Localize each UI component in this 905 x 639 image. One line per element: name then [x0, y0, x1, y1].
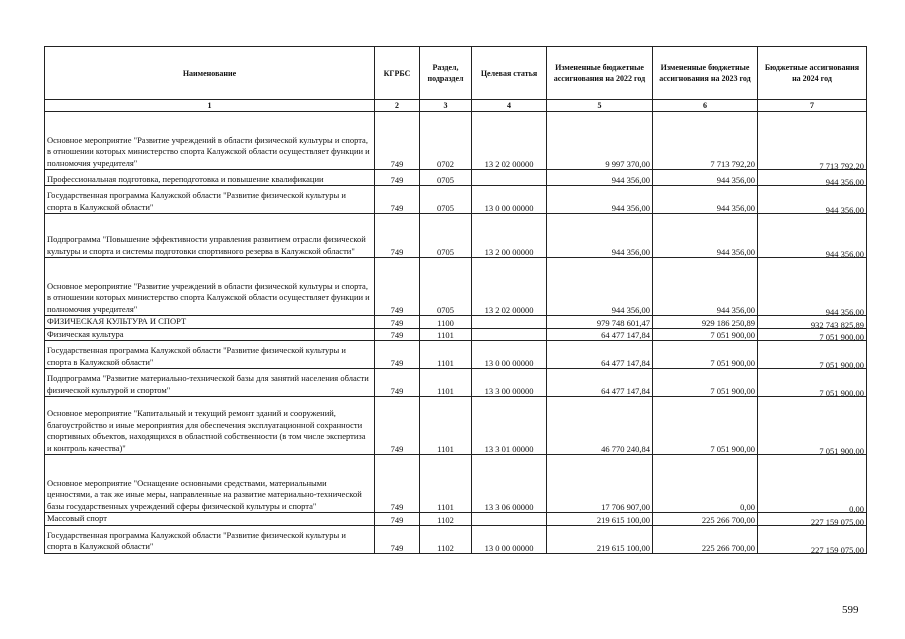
row-amount-2022: 944 356,00 [547, 170, 653, 186]
row-amount-2024: 7 051 900,00 [758, 328, 867, 341]
row-name: Подпрограмма "Повышение эффективности управления развитием отрасли физической культуры и спорта и системы подготовки спортивного резерва в Калужской области" [45, 214, 375, 258]
row-name: Основное мероприятие "Капитальный и текущий ремонт зданий и сооружений, благоустройство и иные мероприятия для обеспечения эксплуатационной сохранности спортивных объектов, находящихся в областной собственности (в том числе экспертиза и контроль качества)" [45, 397, 375, 455]
row-amount-2024: 7 051 900,00 [758, 369, 867, 397]
table-row [45, 170, 867, 186]
row-section: 1101 [420, 397, 472, 455]
header-target: Целевая статья [472, 47, 547, 100]
row-section: 0702 [420, 112, 472, 170]
row-kgrbs: 749 [375, 258, 420, 316]
row-target [472, 316, 547, 329]
row-amount-2023: 944 356,00 [653, 170, 758, 186]
row-kgrbs: 749 [375, 214, 420, 258]
row-target: 13 0 00 00000 [472, 341, 547, 369]
row-name: ФИЗИЧЕСКАЯ КУЛЬТУРА И СПОРТ [45, 316, 375, 329]
row-target [472, 513, 547, 526]
row-target: 13 3 01 00000 [472, 397, 547, 455]
table-row [45, 455, 867, 513]
row-amount-2022: 17 706 907,00 [547, 455, 653, 513]
row-amount-2022: 219 615 100,00 [547, 513, 653, 526]
row-amount-2024: 944 356,00 [758, 186, 867, 214]
row-target [472, 170, 547, 186]
row-amount-2023: 944 356,00 [653, 186, 758, 214]
row-target: 13 3 06 00000 [472, 455, 547, 513]
row-kgrbs: 749 [375, 369, 420, 397]
header-2024: Бюджетные ассигнования на 2024 год [758, 47, 867, 100]
table-row [45, 525, 867, 553]
table-row [45, 397, 867, 455]
row-kgrbs: 749 [375, 186, 420, 214]
table-row [45, 341, 867, 369]
row-amount-2023: 7 713 792,20 [653, 112, 758, 170]
table-row [45, 369, 867, 397]
row-amount-2023: 225 266 700,00 [653, 513, 758, 526]
row-amount-2023: 7 051 900,00 [653, 369, 758, 397]
table-row [45, 258, 867, 316]
row-amount-2024: 932 743 825,89 [758, 316, 867, 329]
row-amount-2022: 979 748 601,47 [547, 316, 653, 329]
row-amount-2023: 944 356,00 [653, 258, 758, 316]
header-kgrbs: КГРБС [375, 47, 420, 100]
row-name: Основное мероприятие "Развитие учреждений в области физической культуры и спорта, в отношении которых министерство спорта Калужской области осуществляет функции и полномочия учредителя" [45, 258, 375, 316]
row-amount-2024: 944 356,00 [758, 258, 867, 316]
header-2023: Измененные бюджетные ассигнования на 2023 год [653, 47, 758, 100]
row-amount-2024: 7 051 900,00 [758, 397, 867, 455]
table-row [45, 316, 867, 329]
row-target: 13 2 02 00000 [472, 112, 547, 170]
table-body [45, 112, 867, 554]
page-number: 599 [842, 604, 859, 616]
column-number: 7 [758, 100, 867, 112]
column-number: 2 [375, 100, 420, 112]
column-number: 6 [653, 100, 758, 112]
header-name: Наименование [45, 47, 375, 100]
row-target: 13 2 02 00000 [472, 258, 547, 316]
row-amount-2024: 227 159 075,00 [758, 513, 867, 526]
row-amount-2023: 7 051 900,00 [653, 328, 758, 341]
row-amount-2024: 7 051 900,00 [758, 341, 867, 369]
row-kgrbs: 749 [375, 316, 420, 329]
row-kgrbs: 749 [375, 455, 420, 513]
row-kgrbs: 749 [375, 397, 420, 455]
row-amount-2023: 225 266 700,00 [653, 525, 758, 553]
budget-table [44, 46, 867, 554]
row-kgrbs: 749 [375, 525, 420, 553]
row-kgrbs: 749 [375, 341, 420, 369]
row-amount-2023: 0,00 [653, 455, 758, 513]
row-amount-2023: 7 051 900,00 [653, 397, 758, 455]
row-section: 1100 [420, 316, 472, 329]
column-number: 4 [472, 100, 547, 112]
row-kgrbs: 749 [375, 112, 420, 170]
row-kgrbs: 749 [375, 328, 420, 341]
row-amount-2024: 7 713 792,20 [758, 112, 867, 170]
row-amount-2024: 944 356,00 [758, 214, 867, 258]
row-name: Массовый спорт [45, 513, 375, 526]
row-amount-2024: 227 159 075,00 [758, 525, 867, 553]
row-target: 13 3 00 00000 [472, 369, 547, 397]
column-number-row [45, 100, 867, 112]
row-amount-2023: 929 186 250,89 [653, 316, 758, 329]
row-name: Государственная программа Калужской области "Развитие физической культуры и спорта в Калужской области" [45, 341, 375, 369]
row-amount-2022: 64 477 147,84 [547, 328, 653, 341]
row-name: Профессиональная подготовка, переподготовка и повышение квалификации [45, 170, 375, 186]
row-section: 1102 [420, 513, 472, 526]
row-section: 0705 [420, 186, 472, 214]
row-amount-2022: 64 477 147,84 [547, 369, 653, 397]
row-amount-2022: 219 615 100,00 [547, 525, 653, 553]
header-row [45, 47, 867, 100]
row-name: Государственная программа Калужской области "Развитие физической культуры и спорта в Калужской области" [45, 186, 375, 214]
row-amount-2022: 944 356,00 [547, 214, 653, 258]
row-target [472, 328, 547, 341]
column-number: 3 [420, 100, 472, 112]
row-amount-2022: 9 997 370,00 [547, 112, 653, 170]
row-target: 13 0 00 00000 [472, 186, 547, 214]
row-name: Основное мероприятие "Оснащение основными средствами, материальными ценностями, а так же иные меры, направленные на развитие материально-технической базы государственных учреждений сферы физической культуры и спорта" [45, 455, 375, 513]
row-section: 1101 [420, 328, 472, 341]
table-row [45, 112, 867, 170]
row-section: 1102 [420, 525, 472, 553]
table-row [45, 186, 867, 214]
row-name: Подпрограмма "Развитие материально-технической базы для занятий населения области физической культурой и спортом" [45, 369, 375, 397]
row-target: 13 2 00 00000 [472, 214, 547, 258]
row-amount-2024: 944 356,00 [758, 170, 867, 186]
row-amount-2022: 64 477 147,84 [547, 341, 653, 369]
row-amount-2022: 944 356,00 [547, 186, 653, 214]
row-section: 0705 [420, 258, 472, 316]
header-section: Раздел, подраздел [420, 47, 472, 100]
row-name: Основное мероприятие "Развитие учреждений в области физической культуры и спорта, в отношении которых министерство спорта Калужской области осуществляет функции и полномочия учредителя" [45, 112, 375, 170]
row-section: 0705 [420, 170, 472, 186]
row-amount-2023: 944 356,00 [653, 214, 758, 258]
table-row [45, 214, 867, 258]
row-amount-2023: 7 051 900,00 [653, 341, 758, 369]
table-row [45, 513, 867, 526]
table-row [45, 328, 867, 341]
header-2022: Измененные бюджетные ассигнования на 2022 год [547, 47, 653, 100]
row-section: 1101 [420, 341, 472, 369]
row-name: Государственная программа Калужской области "Развитие физической культуры и спорта в Калужской области" [45, 525, 375, 553]
row-target: 13 0 00 00000 [472, 525, 547, 553]
row-amount-2022: 944 356,00 [547, 258, 653, 316]
row-section: 1101 [420, 455, 472, 513]
row-amount-2024: 0,00 [758, 455, 867, 513]
row-section: 0705 [420, 214, 472, 258]
row-kgrbs: 749 [375, 513, 420, 526]
row-amount-2022: 46 770 240,84 [547, 397, 653, 455]
row-section: 1101 [420, 369, 472, 397]
column-number: 5 [547, 100, 653, 112]
row-kgrbs: 749 [375, 170, 420, 186]
column-number: 1 [45, 100, 375, 112]
row-name: Физическая культура [45, 328, 375, 341]
